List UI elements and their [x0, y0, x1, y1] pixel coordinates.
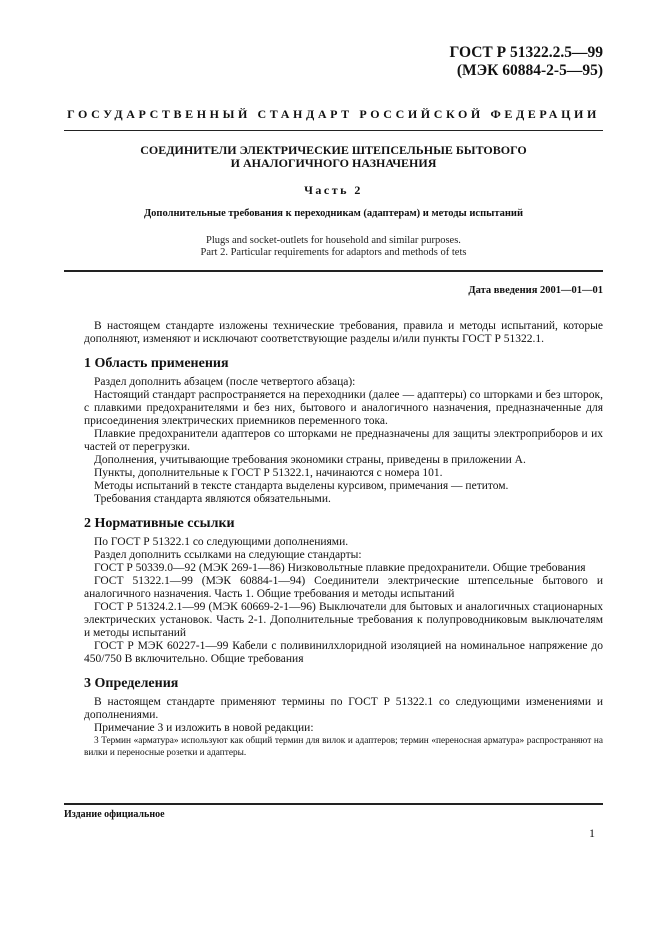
reference-item: ГОСТ 51322.1—99 (МЭК 60884-1—94) Соединители электрические штепсельные бытового и аналогичного назначения. Часть 1. Общие требования и методы испытаний — [84, 575, 603, 600]
english-title-line: Part 2. Particular requirements for adaptors and methods of tets — [200, 247, 467, 258]
reference-item: ГОСТ Р 51324.2.1—99 (МЭК 60669-2-1—96) Выключатели для бытовых и аналогичных стационарных электрических установок. Часть 2-1. Дополнительные требования к полупроводниковым выключателям и методы испытаний — [84, 601, 603, 639]
standard-code — [450, 44, 603, 80]
effective-date: Дата введения 2001—01—01 — [468, 285, 603, 296]
paragraph: Раздел дополнить ссылками на следующие стандарты: — [94, 549, 362, 561]
divider — [64, 803, 603, 805]
standard-type-title: ГОСУДАРСТВЕННЫЙ СТАНДАРТ РОССИЙСКОЙ ФЕДЕРАЦИИ — [67, 107, 600, 121]
reference-item: ГОСТ Р 50339.0—92 (МЭК 269-1—86) Низковольтные плавкие предохранители. Общие требования — [94, 562, 586, 574]
intro-paragraph: В настоящем стандарте изложены технические требования, правила и методы испытаний, которые дополняют, изменяют и исключают соответствующие разделы и/или пункты ГОСТ Р 51322.1. — [84, 320, 603, 345]
paragraph: Примечание 3 и изложить в новой редакции: — [94, 722, 314, 734]
part-label: Часть 2 — [304, 183, 363, 197]
paragraph: Пункты, дополнительные к ГОСТ Р 51322.1, начинаются с номера 101. — [94, 467, 443, 479]
paragraph: Раздел дополнить абзацем (после четвертого абзаца): — [94, 376, 356, 388]
document-subtitle: Дополнительные требования к переходникам (адаптерам) и методы испытаний — [143, 208, 524, 219]
section-heading: 2 Нормативные ссылки — [84, 516, 235, 531]
section-heading: 3 Определения — [84, 676, 179, 691]
note-text: 3 Термин «арматура» используют как общий термин для вилок и адаптеров; термин «переносная арматура» распространяют на вилки и переносные розетки и адаптеры. — [84, 736, 603, 758]
reference-item: ГОСТ Р МЭК 60227-1—99 Кабели с поливинилхлоридной изоляцией на номинальное напряжение до 450/750 В включительно. Общие требования — [84, 640, 603, 665]
document-title — [64, 144, 603, 170]
page-number: 1 — [589, 826, 595, 840]
title-line: СОЕДИНИТЕЛИ ЭЛЕКТРИЧЕСКИЕ ШТЕПСЕЛЬНЫЕ БЫТОВОГО — [140, 143, 527, 157]
english-title — [64, 235, 603, 259]
iec-code-line: (МЭК 60884-2-5—95) — [456, 62, 603, 79]
paragraph: В настоящем стандарте применяют термины по ГОСТ Р 51322.1 со следующими изменениями и дополнениями. — [84, 696, 603, 721]
paragraph: Требования стандарта являются обязательными. — [94, 493, 331, 505]
divider — [64, 270, 603, 272]
paragraph: Методы испытаний в тексте стандарта выделены курсивом, примечания — петитом. — [94, 480, 509, 492]
paragraph: Плавкие предохранители адаптеров со шторками не предназначены для защиты электроприборов и их частей от перегрузки. — [84, 428, 603, 453]
paragraph: Дополнения, учитывающие требования экономики страны, приведены в приложении А. — [94, 454, 526, 466]
paragraph: По ГОСТ Р 51322.1 со следующими дополнениями. — [94, 536, 349, 548]
document-body — [84, 320, 603, 759]
title-line: И АНАЛОГИЧНОГО НАЗНАЧЕНИЯ — [230, 156, 437, 170]
paragraph: Настоящий стандарт распространяется на переходники (далее — адаптеры) со шторками и без шторок, с плавкими предохранителями и без них, бытового и аналогичного назначения, предназначенные для присоединения электрических приемников переменного тока. — [84, 389, 603, 427]
edition-label: Издание официальное — [64, 809, 165, 820]
section-heading: 1 Область применения — [84, 356, 229, 371]
english-title-line: Plugs and socket-outlets for household and similar purposes. — [206, 235, 461, 246]
divider — [64, 130, 603, 131]
standard-code-line: ГОСТ Р 51322.2.5—99 — [449, 44, 603, 61]
